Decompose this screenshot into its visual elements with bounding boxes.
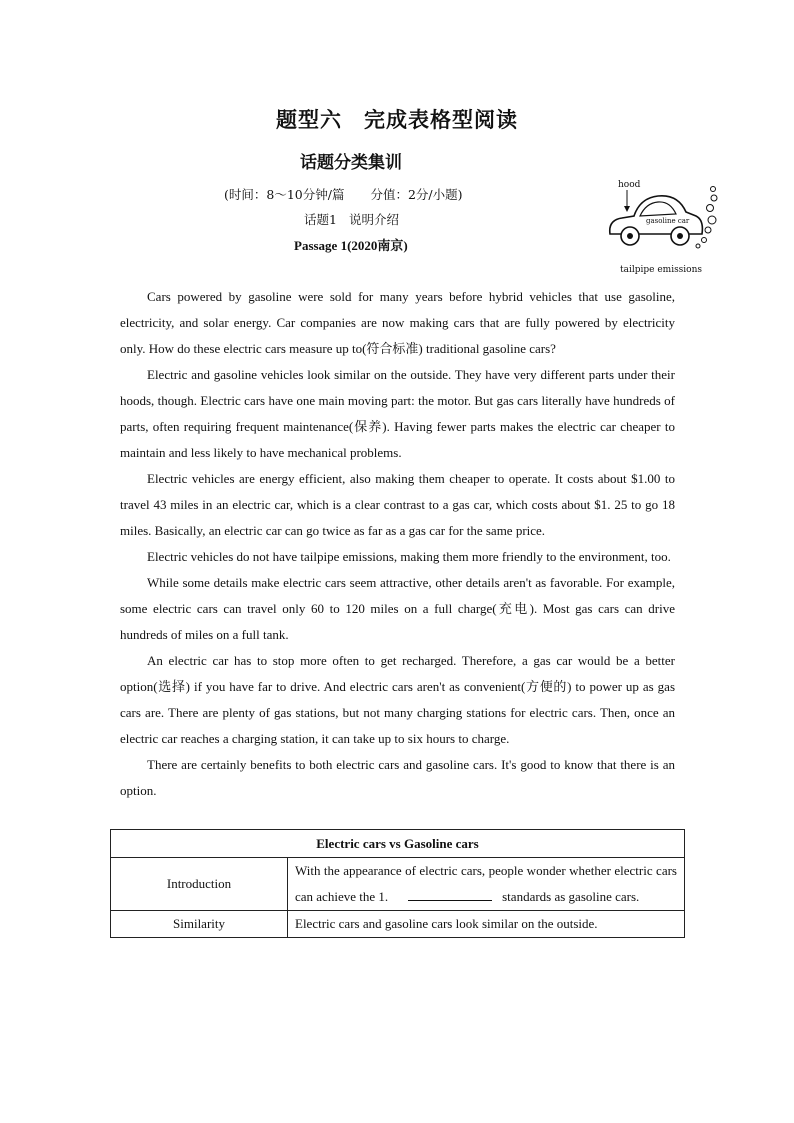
exhaust-puff bbox=[705, 227, 711, 233]
exhaust-puff bbox=[702, 238, 707, 243]
emissions-label: tailpipe emissions bbox=[620, 265, 703, 275]
table-row bbox=[111, 911, 685, 938]
article-paragraph: Cars powered by gasoline were sold for many years before hybrid vehicles that use gasoline, electricity, and solar energy. Car companies are now making cars that are fully powered by electricity only. How do these electric cars measure up to(符合标准) traditional gasoline cars? bbox=[120, 289, 675, 356]
title-part1: 题型六 bbox=[276, 108, 342, 132]
exhaust-puff bbox=[711, 187, 716, 192]
article-paragraph: While some details make electric cars seem attractive, other details aren't as favorable. For example, some electric cars can travel only 60 to 120 miles on a full charge(充电). Most gas cars can drive hundreds of miles on a full tank. bbox=[120, 575, 675, 642]
title-part2: 完成表格型阅读 bbox=[364, 108, 518, 132]
car-illustration bbox=[600, 176, 720, 276]
summary-table bbox=[110, 829, 685, 938]
passage-label: Passage 1(2020南京) bbox=[294, 238, 408, 253]
hood-label: hood bbox=[618, 180, 641, 190]
time-info: (时间：8～10分钟/篇 bbox=[224, 187, 345, 202]
hood-arrow-head bbox=[624, 206, 630, 212]
row-label-similarity: Similarity bbox=[111, 911, 288, 938]
car-label: gasoline car bbox=[646, 217, 690, 225]
article-paragraph: Electric and gasoline vehicles look similar on the outside. They have very different parts under their hoods, though. Electric cars have one main moving part: the motor. But gas cars literally have hundreds of parts, often requiring frequent maintenance(保养). Having fewer parts makes the electric car cheaper to maintain and less likely to have mechanical problems. bbox=[120, 367, 675, 460]
article-paragraph: Electric vehicles are energy efficient, also making them cheaper to operate. It costs about $1.00 to travel 43 miles in an electric car, which is a clear contrast to a gas car, which costs about $1. 25 to go 18 miles. Basically, an electric car can go twice as far as a gas car for the same price. bbox=[120, 471, 675, 538]
article-paragraph: An electric car has to stop more often to get recharged. Therefore, a gas car would be a better option(选择) if you have far to drive. And electric cars aren't as convenient(方便的) to power up as gas cars are. There are plenty of gas stations, but not many charging stations for electric cars. Then, once an electric car reaches a charging station, it can take up to six hours to charge. bbox=[120, 653, 675, 746]
exhaust-puff bbox=[711, 195, 717, 201]
table-header-row bbox=[111, 830, 685, 858]
exhaust-puff bbox=[708, 216, 716, 224]
exhaust-puff bbox=[696, 244, 700, 248]
section-subtitle: 话题分类集训 bbox=[300, 153, 402, 173]
exhaust-puff bbox=[707, 205, 714, 212]
answer-blank-1[interactable] bbox=[408, 886, 492, 901]
front-wheel-hub bbox=[627, 233, 633, 239]
topic-label: 话题1 bbox=[304, 212, 337, 227]
page-title bbox=[0, 104, 794, 134]
topic-name: 说明介绍 bbox=[348, 212, 399, 227]
time-score-info bbox=[224, 185, 463, 203]
intro-text-after: standards as gasoline cars. bbox=[502, 889, 640, 904]
row-content-similarity: Electric cars and gasoline cars look similar on the outside. bbox=[288, 911, 685, 938]
topic-heading bbox=[304, 210, 399, 228]
rear-wheel-hub bbox=[677, 233, 683, 239]
score-info: 分值：2分/小题) bbox=[370, 187, 463, 202]
table-heading: Electric cars vs Gasoline cars bbox=[111, 830, 685, 858]
article-body bbox=[120, 284, 675, 804]
intro-text-before: With the appearance of electric cars, people wonder whether electric cars can achieve the 1. bbox=[295, 863, 677, 904]
article-paragraph: There are certainly benefits to both electric cars and gasoline cars. It's good to know that there is an option. bbox=[120, 757, 675, 798]
table-row bbox=[111, 858, 685, 911]
article-paragraph: Electric vehicles do not have tailpipe emissions, making them more friendly to the environment, too. bbox=[147, 549, 671, 564]
row-label-introduction: Introduction bbox=[111, 858, 288, 911]
row-content-introduction bbox=[288, 858, 685, 911]
